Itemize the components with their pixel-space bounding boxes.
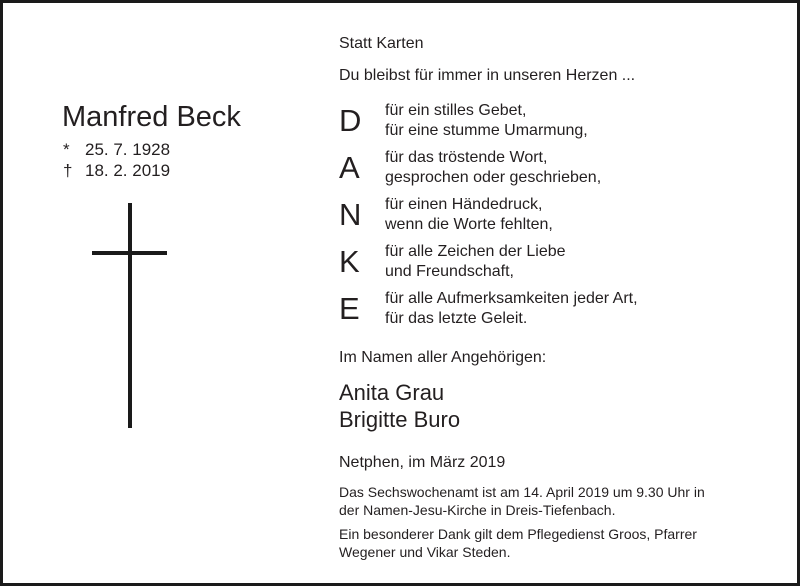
danke-line: wenn die Worte fehlten,: [385, 216, 553, 233]
birth-date: 25. 7. 1928: [85, 140, 171, 159]
birth-date-line: [63, 139, 170, 160]
danke-text: [385, 148, 601, 188]
danke-line: gesprochen oder geschrieben,: [385, 169, 602, 186]
danke-line: für ein stilles Gebet,: [385, 102, 527, 119]
note-line: Das Sechswochenamt ist am 14. April 2019 um 9.30 Uhr in: [339, 484, 705, 500]
death-date-line: [63, 160, 170, 181]
danke-line: für das tröstende Wort,: [385, 149, 548, 166]
danke-line: für das letzte Geleit.: [385, 310, 528, 327]
danke-letter: N: [339, 197, 362, 232]
motto: Du bleibst für immer in unseren Herzen ...: [339, 67, 636, 84]
danke-text: [385, 101, 588, 141]
deceased-name: Manfred Beck: [62, 101, 241, 133]
danke-letter: A: [339, 150, 360, 185]
danke-text: [385, 242, 566, 282]
death-date: 18. 2. 2019: [85, 161, 171, 180]
danke-line: für eine stumme Umarmung,: [385, 122, 588, 139]
note-line: Wegener und Vikar Steden.: [339, 544, 511, 560]
thanks-note: [339, 525, 697, 561]
danke-line: für alle Aufmerksamkeiten jeder Art,: [385, 290, 638, 307]
danke-text: [385, 289, 638, 329]
life-dates: [63, 139, 170, 181]
memorial-mass-note: [339, 483, 705, 519]
cross-vertical-bar: [128, 203, 132, 428]
danke-line: für einen Händedruck,: [385, 196, 543, 213]
danke-line: für alle Zeichen der Liebe: [385, 243, 566, 260]
family-name: Anita Grau: [339, 380, 445, 405]
danke-line: und Freundschaft,: [385, 263, 514, 280]
family-intro: Im Namen aller Angehörigen:: [339, 349, 547, 366]
family-signatures: [339, 379, 460, 433]
place-date: Netphen, im März 2019: [339, 454, 506, 471]
death-symbol: †: [63, 161, 73, 180]
danke-text: [385, 195, 553, 235]
note-line: Ein besonderer Dank gilt dem Pflegedienst Groos, Pfarrer: [339, 526, 697, 542]
cross-horizontal-bar: [92, 251, 167, 255]
danke-letter: E: [339, 291, 360, 326]
family-name: Brigitte Buro: [339, 407, 461, 432]
danke-letter: K: [339, 244, 360, 279]
statt-karten: Statt Karten: [339, 35, 424, 52]
note-line: der Namen-Jesu-Kirche in Dreis-Tiefenbach.: [339, 502, 616, 518]
birth-symbol: *: [63, 140, 70, 159]
danke-letter: D: [339, 103, 362, 138]
